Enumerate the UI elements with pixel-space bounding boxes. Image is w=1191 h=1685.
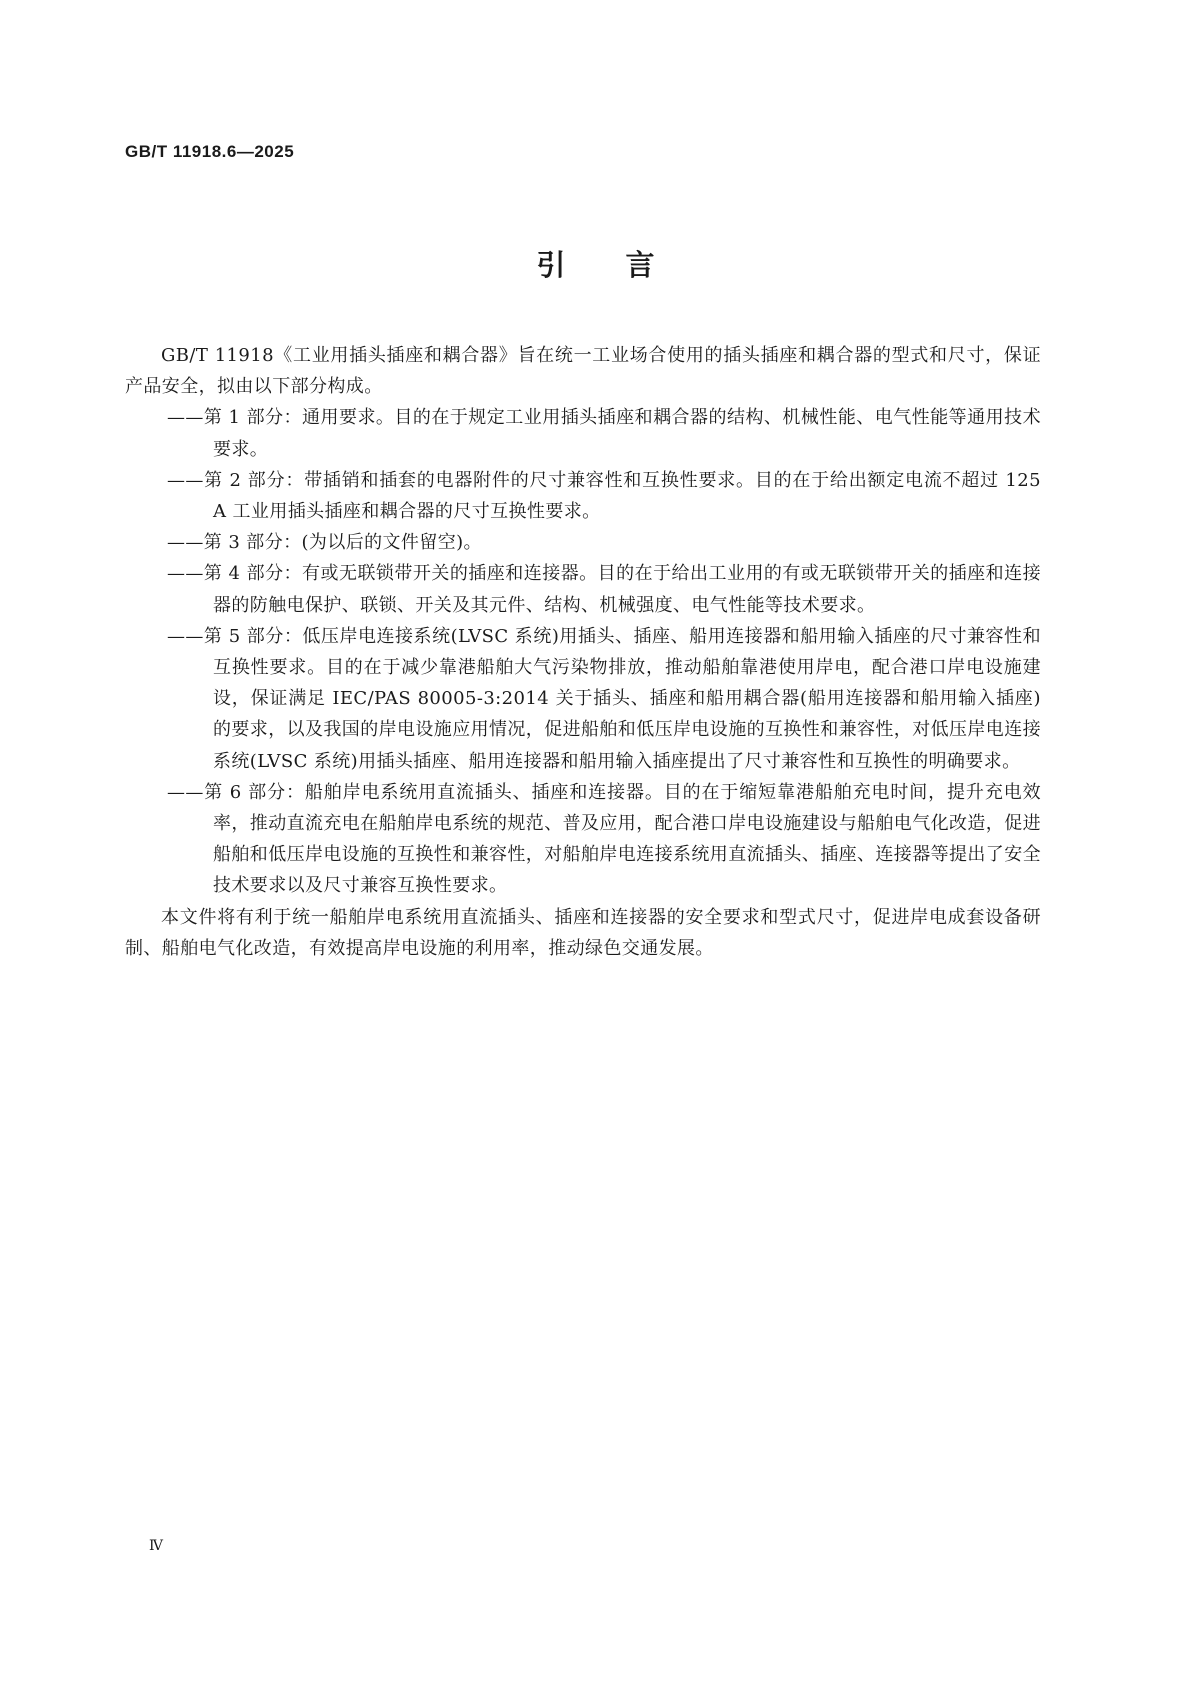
intro-paragraph: GB/T 11918《工业用插头插座和耦合器》旨在统一工业场合使用的插头插座和耦合器的型式和尺寸，保证产品安全，拟由以下部分构成。 bbox=[125, 345, 1041, 398]
list-item-part-6: ——第 6 部分：船舶岸电系统用直流插头、插座和连接器。目的在于缩短靠港船舶充电时间，提升充电效率，推动直流充电在船舶岸电系统的规范、普及应用，配合港口岸电设施建设与船舶电气化改造，促进船舶和低压岸电设施的互换性和兼容性，对船舶岸电连接系统用直流插头、插座、连接器等提出了安全技术要求以及尺寸兼容互换性要求。 bbox=[167, 781, 1041, 897]
list-item-part-4: ——第 4 部分：有或无联锁带开关的插座和连接器。目的在于给出工业用的有或无联锁带开关的插座和连接器的防触电保护、联锁、开关及其元件、结构、机械强度、电气性能等技术要求。 bbox=[167, 563, 1041, 616]
page-number: Ⅳ bbox=[149, 1538, 163, 1554]
closing-paragraph: 本文件将有利于统一船舶岸电系统用直流插头、插座和连接器的安全要求和型式尺寸，促进岸电成套设备研制、船舶电气化改造，有效提高岸电设施的利用率，推动绿色交通发展。 bbox=[125, 906, 1041, 959]
list-item-part-1: ——第 1 部分：通用要求。目的在于规定工业用插头插座和耦合器的结构、机械性能、电气性能等通用技术要求。 bbox=[167, 407, 1041, 460]
page-title: 引言 bbox=[536, 248, 715, 282]
document-body bbox=[125, 340, 1041, 964]
list-item-part-5: ——第 5 部分：低压岸电连接系统(LVSC 系统)用插头、插座、船用连接器和船用输入插座的尺寸兼容性和互换性要求。目的在于减少靠港船舶大气污染物排放，推动船舶靠港使用岸电，配合港口岸电设施建设，保证满足 IEC/PAS 80005-3:2014 关于插头、插座和船用耦合器(船用连接器和船用输入插座)的要求，以及我国的岸电设施应用情况，促进船舶和低压岸电设施的互换性和兼容性，对低压岸电连接系统(LVSC 系统)用插头插座、船用连接器和船用输入插座提出了尺寸兼容性和互换性的明确要求。 bbox=[167, 625, 1041, 772]
standard-code: GB/T 11918.6—2025 bbox=[125, 142, 295, 161]
list-item-part-2: ——第 2 部分：带插销和插套的电器附件的尺寸兼容性和互换性要求。目的在于给出额定电流不超过 125 A 工业用插头插座和耦合器的尺寸互换性要求。 bbox=[167, 469, 1041, 523]
list-item-part-3: ——第 3 部分：(为以后的文件留空)。 bbox=[167, 532, 482, 554]
